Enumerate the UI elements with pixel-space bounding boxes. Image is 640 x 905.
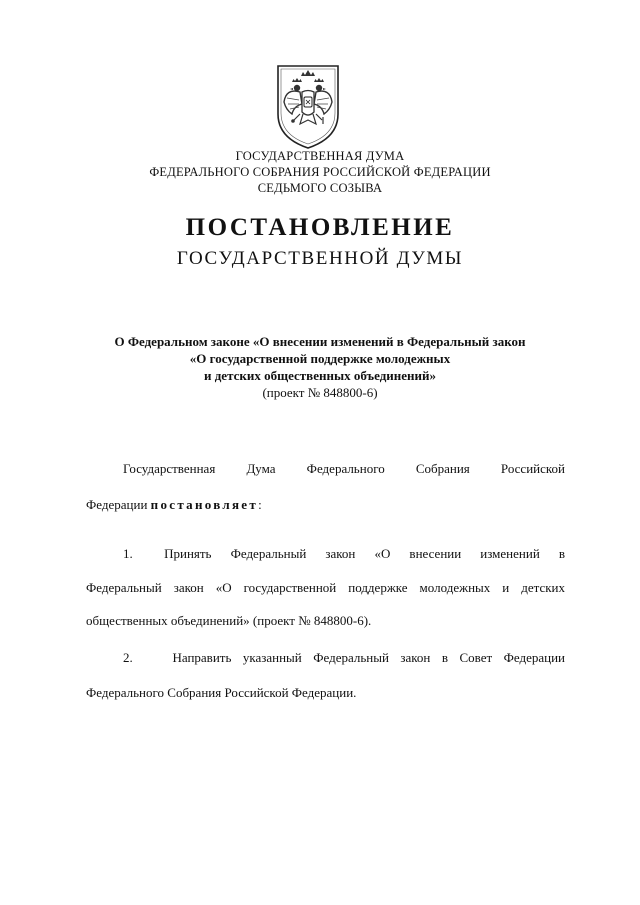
item-1-number: 1. <box>123 546 133 561</box>
document-title: ПОСТАНОВЛЕНИЕ <box>185 214 455 241</box>
item-1-line-1 <box>86 545 565 562</box>
subject-line-3: и детских общественных объединений» <box>203 368 436 383</box>
item-1-line-3: общественных объединений» (проект № 848800-6). <box>86 613 372 628</box>
decrees-word: постановляет <box>150 497 259 512</box>
intro-colon: : <box>258 497 262 512</box>
org-name-line-1: ГОСУДАРСТВЕННАЯ ДУМА <box>235 149 405 163</box>
org-name-line-2: ФЕДЕРАЛЬНОГО СОБРАНИЯ РОССИЙСКОЙ ФЕДЕРАЦИИ <box>149 165 491 179</box>
subject-line-1: О Федеральном законе «О внесении изменений в Федеральный закон <box>114 334 526 349</box>
convocation-line: СЕДЬМОГО СОЗЫВА <box>257 181 383 195</box>
item-1-line-2: Федеральный закон «О государственной поддержке молодежных и детских <box>86 580 565 595</box>
coat-of-arms-emblem-icon <box>272 62 344 152</box>
draft-number: (проект № 848800-6) <box>262 385 378 400</box>
item-2-line-1 <box>86 649 565 666</box>
intro-paragraph-line-2 <box>86 496 565 513</box>
item-2-number: 2. <box>123 650 133 665</box>
intro-paragraph-line-1: Государственная Дума Федерального Собрания Российской <box>123 461 565 476</box>
document-subtitle: ГОСУДАРСТВЕННОЙ ДУМЫ <box>176 248 464 269</box>
item-2-line-2: Федерального Собрания Российской Федерации. <box>86 685 357 700</box>
item-2-text: Направить указанный Федеральный закон в Совет Федерации <box>172 650 565 665</box>
subject-line-2: «О государственной поддержке молодежных <box>189 351 451 366</box>
item-1-text: Принять Федеральный закон «О внесении изменений в <box>164 546 566 561</box>
intro-federation-text: Федерации <box>86 497 151 512</box>
